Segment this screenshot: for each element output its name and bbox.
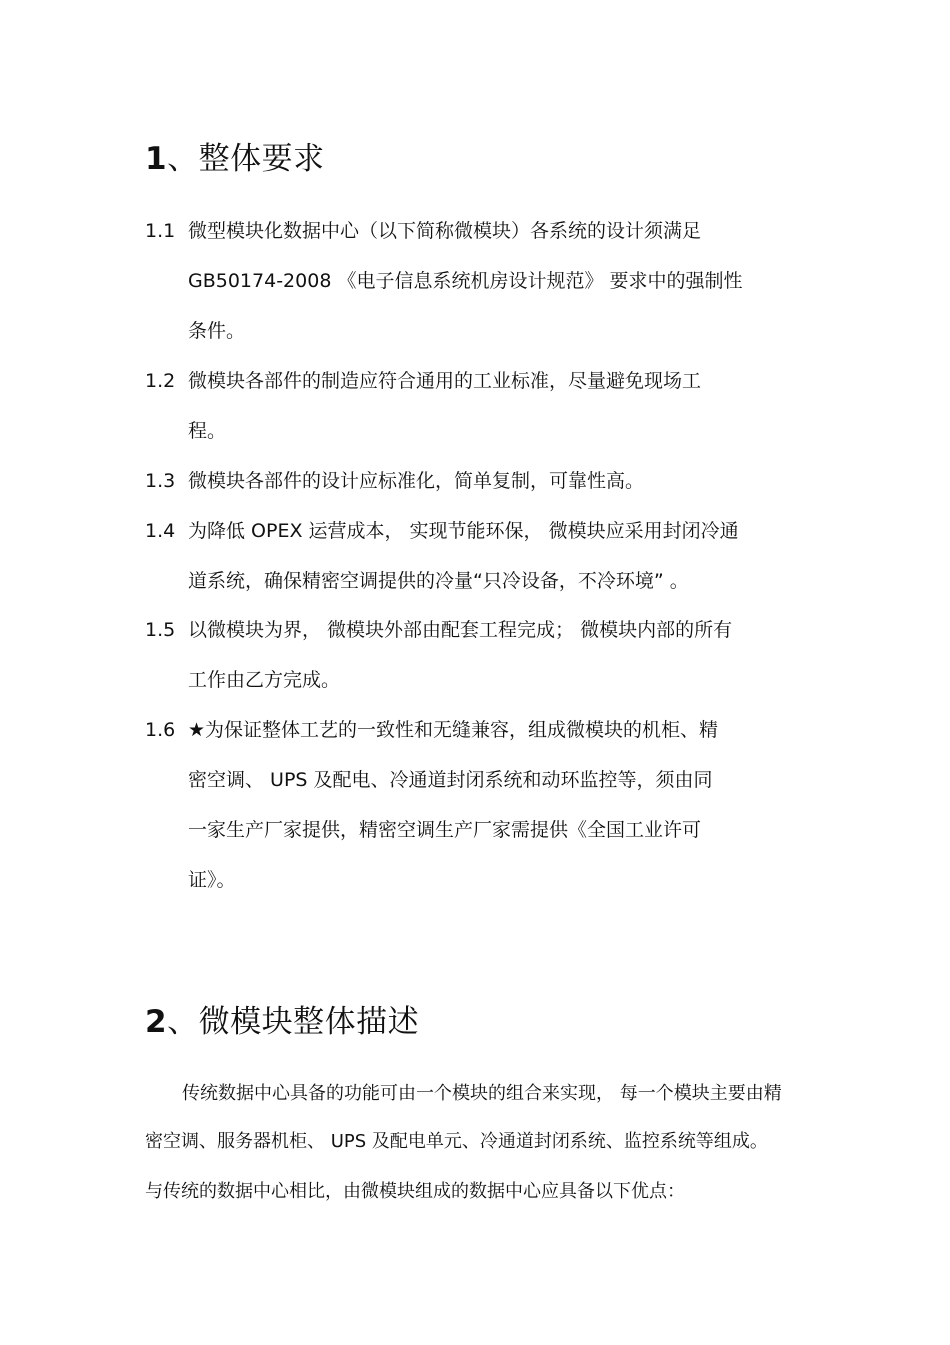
item-1-4-number: 1.4 [145,520,176,542]
section-2-paragraph-line-2: 密空调、服务器机柜、 UPS 及配电单元、冷通道封闭系统、监控系统等组成。 [145,1131,768,1152]
item-1-3-line-1: 微模块各部件的设计应标准化，简单复制，可靠性高。 [188,470,645,492]
section-2-number: 2 [145,1004,168,1040]
item-1-6-line-2: 密空调、 UPS 及配电、冷通道封闭系统和动环监控等，须由同 [188,769,713,791]
item-1-6-line-4: 证》。 [188,869,236,891]
item-1-1-line-3: 条件。 [188,320,246,342]
item-1-2-line-1: 微模块各部件的制造应符合通用的工业标准，尽量避免现场工 [188,370,702,392]
item-1-4-line-2: 道系统，确保精密空调提供的冷量“只冷设备，不冷环境” 。 [188,570,689,592]
section-1-title: 、整体要求 [167,141,325,177]
item-1-5-line-1: 以微模块为界， 微模块外部由配套工程完成； 微模块内部的所有 [188,619,733,641]
item-1-4-line-1: 为降低 OPEX 运营成本， 实现节能环保， 微模块应采用封闭冷通 [188,520,739,542]
item-1-6-line-1: ★为保证整体工艺的一致性和无缝兼容，组成微模块的机柜、精 [188,719,719,741]
section-2-title: 、微模块整体描述 [167,1004,420,1040]
item-1-3-number: 1.3 [145,470,176,492]
item-1-2-line-2: 程。 [188,420,227,442]
section-1-number: 1 [145,141,168,177]
section-1-heading [145,133,325,178]
item-1-1-line-2: GB50174-2008 《电子信息系统机房设计规范》 要求中的强制性 [188,270,743,292]
section-2-paragraph-line-3: 与传统的数据中心相比，由微模块组成的数据中心应具备以下优点： [145,1181,685,1202]
item-1-1-number: 1.1 [145,220,176,242]
item-1-5-number: 1.5 [145,619,176,641]
section-2-paragraph-line-1: 传统数据中心具备的功能可由一个模块的组合来实现， 每一个模块主要由精 [182,1083,782,1104]
item-1-6-line-3: 一家生产厂家提供，精密空调生产厂家需提供《全国工业许可 [188,819,702,841]
section-2-heading [145,996,419,1041]
item-1-2-number: 1.2 [145,370,176,392]
item-1-5-line-2: 工作由乙方完成。 [188,669,341,691]
item-1-6-number: 1.6 [145,719,176,741]
item-1-1-line-1: 微型模块化数据中心（以下简称微模块）各系统的设计须满足 [188,220,702,242]
